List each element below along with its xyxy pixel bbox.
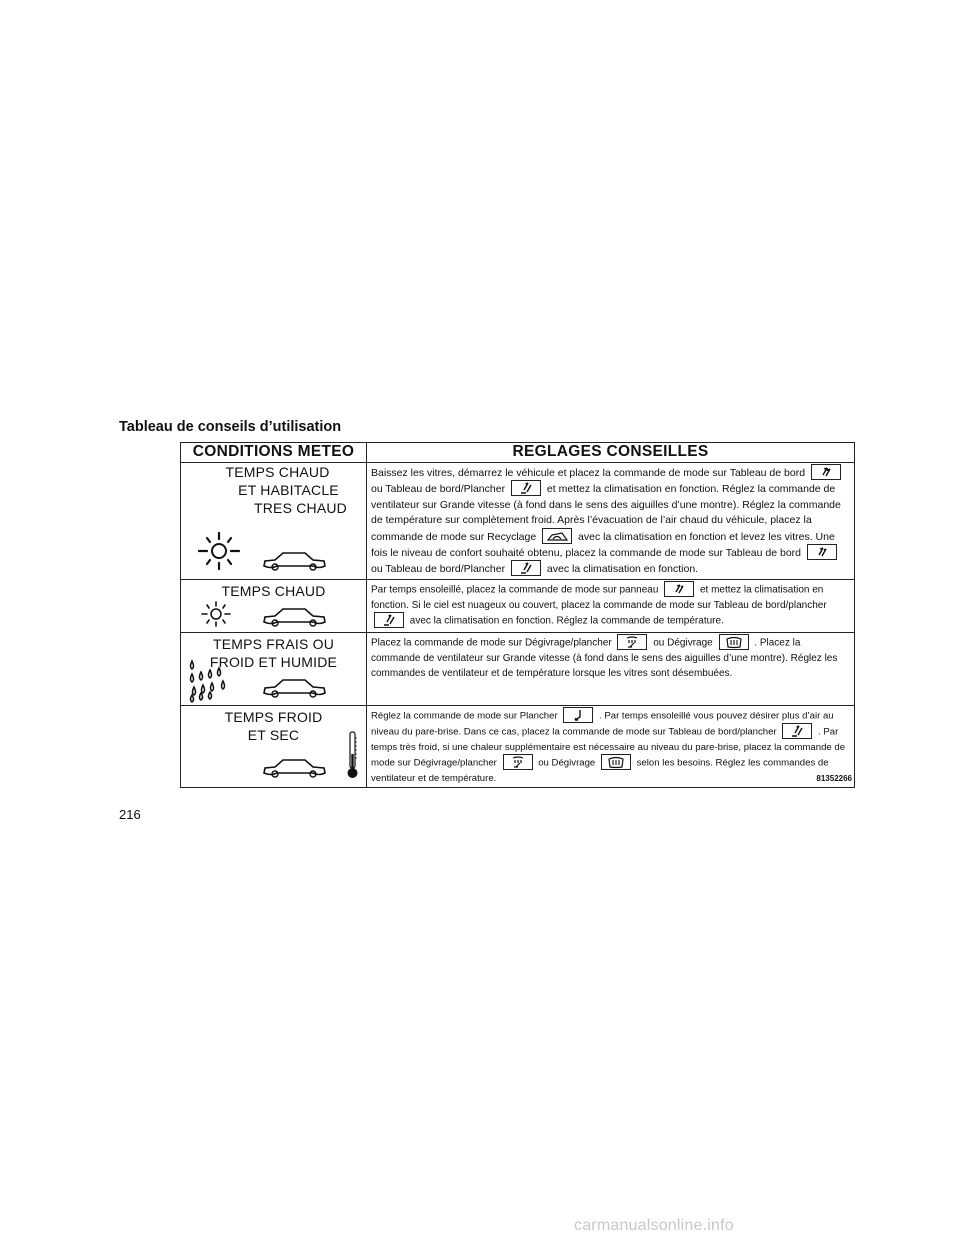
- advice-cell: Par temps ensoleillé, placez la commande de mode sur panneau et mettez la climatisation en fonction. Si le ciel est nuageux ou couvert, placez la commande de mode sur Tableau de bord/plancher avec la climatisation en fonction. Réglez la commande de température.: [367, 580, 855, 633]
- recirculation-icon: [542, 528, 572, 544]
- page-number: 216: [119, 807, 141, 822]
- defrost-floor-mode-icon: [617, 634, 647, 650]
- figure-reference: 81352266: [816, 774, 852, 783]
- table-title: Tableau de conseils d’utilisation: [119, 419, 342, 435]
- advice-cell: Baissez les vitres, démarrez le véhicule et placez la commande de mode sur Tableau de bord ou Tableau de bord/Plancher et mettez la climatisation en fonction. Réglez la commande de ventilateur sur Grande vitesse (à fond dans le sens des aiguilles d’une montre). Réglez la commande de température sur complètement froid. Après l’évacuation de l’air chaud du véhicule, placez la commande de mode sur Recyclage avec la climatisation en fonction et levez les vitres. Une fois le niveau de confort souhaité obtenu, placez la commande de mode sur Tableau de bord ou Tableau de bord/Plancher avec la climatisation en fonction.: [367, 463, 855, 580]
- defrost-floor-mode-icon: [503, 754, 533, 770]
- condition-cell: [181, 706, 367, 788]
- car-icon: [261, 605, 327, 629]
- table-header-row: [181, 443, 855, 463]
- condition-label: TEMPS CHAUD ET HABITACLE TRES CHAUD: [225, 464, 347, 516]
- advice-cell: Réglez la commande de mode sur Plancher . Par temps ensoleillé vous pouvez désirer plus d’air au niveau du pare-brise. Dans ce cas, placez la commande de mode sur Tableau de bord/plancher . Par temps très froid, si une chaleur supplémentaire est nécessaire au niveau du pare-brise, placez la commande de mode sur Dégivrage/plancher ou Dégivrage selon les besoins. Réglez les commandes de ventilateur et de température. 81352266: [367, 706, 855, 788]
- table-row: [181, 463, 855, 580]
- condition-label: TEMPS FRAIS OU FROID ET HUMIDE: [209, 636, 338, 670]
- defrost-mode-icon: [601, 754, 631, 770]
- footer-watermark: carmanualsonline.info: [574, 1217, 734, 1234]
- table-row: [181, 580, 855, 633]
- condition-cell: [181, 633, 367, 706]
- header-conditions: CONDITIONS METEO: [181, 443, 367, 463]
- advice-cell: Placez la commande de mode sur Dégivrage/plancher ou Dégivrage . Placez la commande de ventilateur sur Grande vitesse (à fond dans le sens des aiguilles d’une montre). Réglez les commandes de ventilateur et de température lorsque les vitres sont désembuées.: [367, 633, 855, 706]
- operating-tips-table: [180, 442, 855, 788]
- bilevel-mode-icon: [374, 612, 404, 628]
- defrost-mode-icon: [719, 634, 749, 650]
- condition-cell: [181, 580, 367, 633]
- panel-mode-icon: [811, 464, 841, 480]
- condition-label: TEMPS CHAUD: [221, 583, 326, 599]
- header-reglages: REGLAGES CONSEILLES: [367, 443, 855, 463]
- raindrops-icon: [187, 659, 233, 703]
- panel-mode-icon: [807, 544, 837, 560]
- bilevel-mode-icon: [511, 560, 541, 576]
- car-icon: [261, 549, 327, 573]
- bilevel-mode-icon: [511, 480, 541, 496]
- car-icon: [261, 676, 327, 700]
- bilevel-mode-icon: [782, 723, 812, 739]
- thermometer-icon: [345, 730, 361, 780]
- car-icon: [261, 756, 327, 780]
- condition-cell: [181, 463, 367, 580]
- sun-icon: [199, 600, 233, 628]
- panel-mode-icon: [664, 581, 694, 597]
- table-row: [181, 633, 855, 706]
- floor-mode-icon: [563, 707, 593, 723]
- sun-icon: [195, 531, 245, 571]
- condition-label: TEMPS FROID ET SEC: [224, 709, 323, 743]
- table-row: [181, 706, 855, 788]
